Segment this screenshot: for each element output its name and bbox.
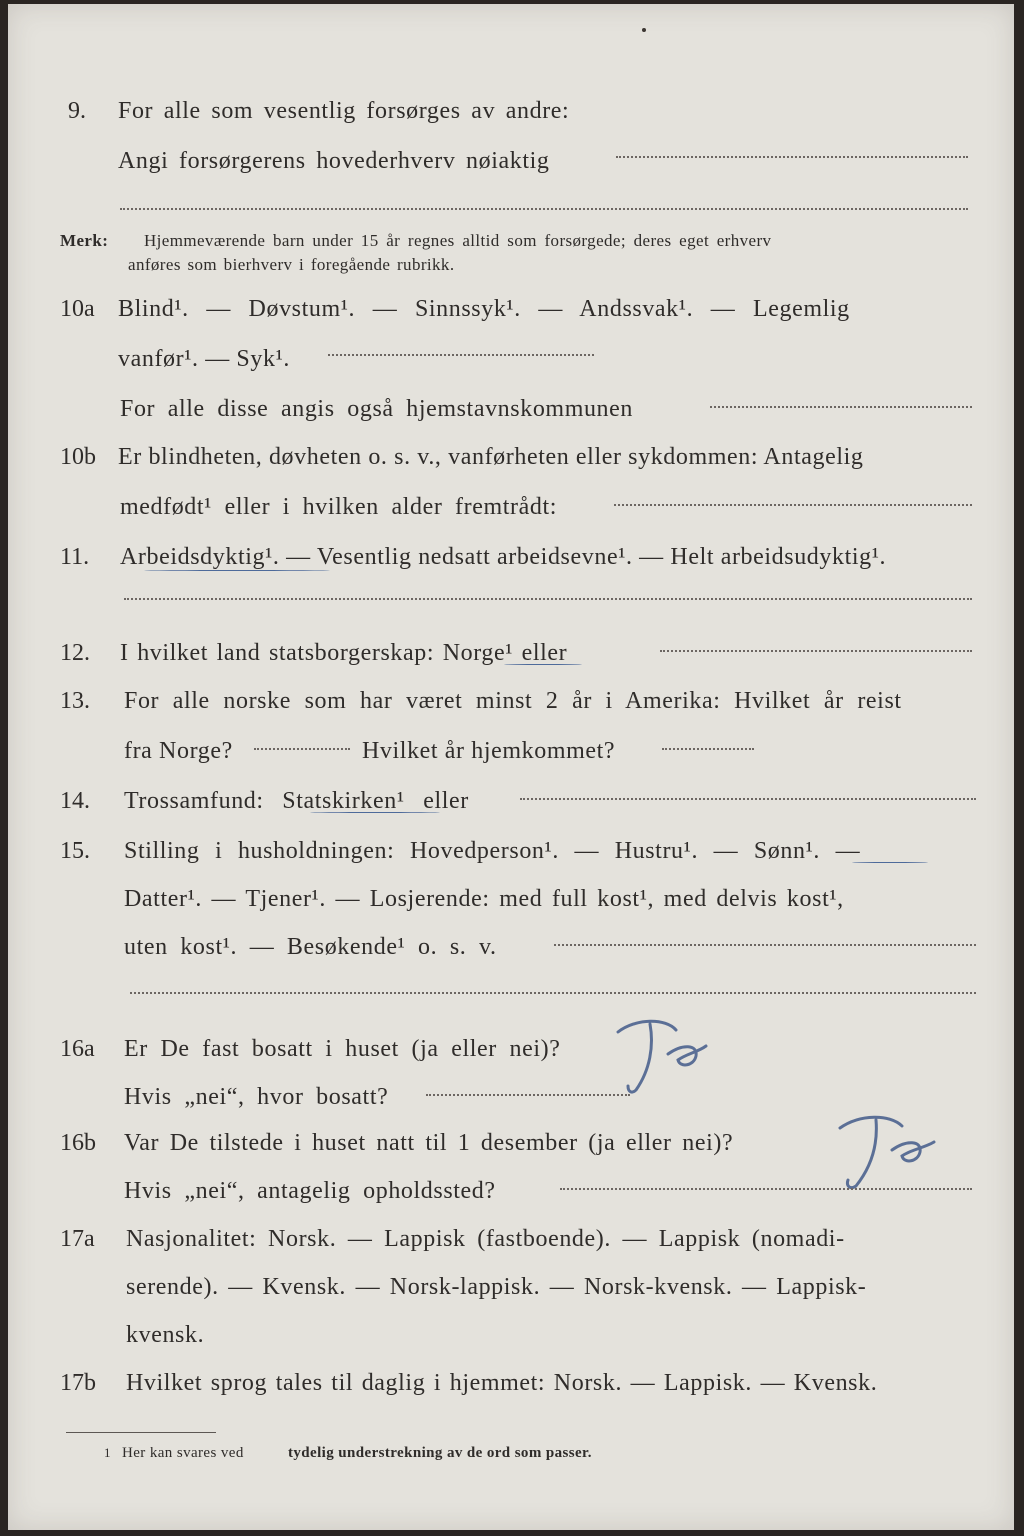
footnote-text-a: Her kan svares ved [122, 1445, 244, 1461]
q15-answer-line[interactable] [554, 944, 976, 946]
q16b-answer-line[interactable] [560, 1188, 972, 1190]
q13-number: 13. [60, 688, 90, 714]
q17a-number: 17a [60, 1226, 95, 1252]
q17a-line2: serende). — Kvensk. — Norsk-lappisk. — Norsk-kvensk. — Lappisk- [126, 1274, 867, 1300]
q11-answer-line[interactable] [124, 598, 972, 600]
q14-number: 14. [60, 788, 90, 814]
footnote-mark: 1 [104, 1445, 111, 1460]
q10b-line2: medfødt¹ eller i hvilken alder fremtrådt: [120, 494, 557, 520]
q14-statskirken-underline [310, 812, 440, 813]
q16a-line2: Hvis „nei“, hvor bosatt? [124, 1084, 389, 1110]
q9-answer-line-2[interactable] [120, 208, 968, 210]
q15-answer-line-2[interactable] [130, 992, 976, 994]
q17a-line1: Nasjonalitet: Norsk. — Lappisk (fastboende). — Lappisk (nomadi- [126, 1226, 845, 1252]
q15-line1: Stilling i husholdningen: Hovedperson¹. — Hustru¹. — Sønn¹. — [124, 838, 861, 864]
q10a-answer-line[interactable] [328, 354, 594, 356]
q12-norge-underline [504, 664, 582, 665]
q14-line1: Trossamfund: Statskirken¹ eller [124, 788, 469, 814]
merk-line1: Hjemmeværende barn under 15 år regnes alltid som forsørgede; deres eget erhverv [144, 231, 772, 250]
q13-year-left-line[interactable] [254, 748, 350, 750]
q12-line1: I hvilket land statsborgerskap: Norge¹ eller [120, 640, 568, 666]
q16b-answer-text: Ja [826, 1104, 827, 1105]
q10b-answer-line[interactable] [614, 504, 972, 506]
q12-number: 12. [60, 640, 90, 666]
q10b-line1: Er blindheten, døvheten o. s. v., vanførheten eller sykdommen: Antagelig [118, 444, 864, 470]
q15-number: 15. [60, 838, 90, 864]
merk-line2: anføres som bierhverv i foregående rubrikk. [128, 255, 455, 274]
q13-line1: For alle norske som har været minst 2 år i Amerika: Hvilket år reist [124, 688, 902, 714]
q16a-number: 16a [60, 1036, 95, 1062]
census-form-page [8, 4, 1014, 1530]
q16a-line1: Er De fast bosatt i huset (ja eller nei)? [124, 1036, 561, 1062]
q17b-line1: Hvilket sprog tales til daglig i hjemmet: Norsk. — Lappisk. — Kvensk. [126, 1370, 878, 1396]
footnote-rule [66, 1432, 216, 1433]
q16a-answer-line[interactable] [426, 1094, 630, 1096]
q15-sonn-underline [852, 862, 928, 863]
q10a-line1: Blind¹. — Døvstum¹. — Sinnssyk¹. — Andssvak¹. — Legemlig [118, 296, 850, 322]
q11-arbeidsdyktig-underline [144, 570, 330, 571]
q16a-answer-text: Ja [606, 1010, 607, 1011]
q12-answer-line[interactable] [660, 650, 972, 652]
merk-label: Merk: [60, 231, 109, 250]
q11-number: 11. [60, 544, 90, 570]
q16b-number: 16b [60, 1130, 96, 1156]
footnote-text-b: tydelig understrekning av de ord som passer. [288, 1445, 592, 1461]
q15-line3: uten kost¹. — Besøkende¹ o. s. v. [124, 934, 497, 960]
q10a-hometown-line[interactable] [710, 406, 972, 408]
q15-line2: Datter¹. — Tjener¹. — Losjerende: med full kost¹, med delvis kost¹, [124, 886, 844, 912]
q16b-line2: Hvis „nei“, antagelig opholdssted? [124, 1178, 496, 1204]
q13-line2a: fra Norge? [124, 738, 233, 764]
q10b-number: 10b [60, 444, 96, 470]
q9-line1: For alle som vesentlig forsørges av andre: [118, 98, 570, 124]
q16b-line1: Var De tilstede i huset natt til 1 desember (ja eller nei)? [124, 1130, 734, 1156]
ink-speck [642, 28, 646, 32]
q10a-number: 10a [60, 296, 95, 322]
q9-number: 9. [68, 98, 86, 124]
q16b-handwritten-answer [826, 1104, 946, 1194]
q10a-line2: vanfør¹. — Syk¹. [118, 346, 290, 372]
q13-year-returned-line[interactable] [662, 748, 754, 750]
q10a-line3: For alle disse angis også hjemstavnskommunen [120, 396, 634, 422]
q11-line1: Arbeidsdyktig¹. — Vesentlig nedsatt arbeidsevne¹. — Helt arbeidsudyktig¹. [120, 544, 887, 570]
q9-answer-line[interactable] [616, 156, 968, 158]
q17b-number: 17b [60, 1370, 96, 1396]
q13-line2b: Hvilket år hjemkommet? [362, 738, 616, 764]
q9-line2: Angi forsørgerens hovederhverv nøiaktig [118, 148, 550, 174]
q14-answer-line[interactable] [520, 798, 976, 800]
q17a-line3: kvensk. [126, 1322, 205, 1348]
q16a-handwritten-answer [606, 1010, 716, 1100]
